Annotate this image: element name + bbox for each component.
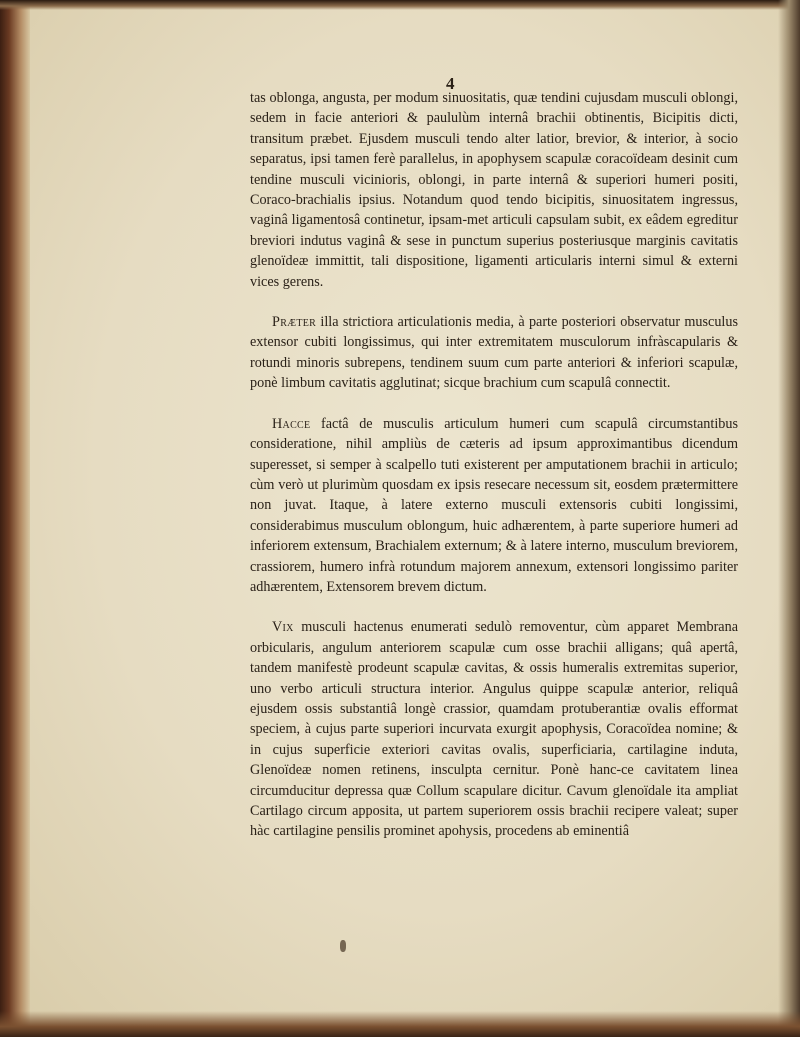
ink-blot: [340, 940, 346, 952]
paragraph-2-lead: Præter: [272, 314, 317, 331]
binding-edge: [0, 0, 30, 1037]
paragraph-4: [250, 617, 738, 841]
paragraph-2-text: illa strictiora articulationis media, à parte posteriori observatur musculus extensor cubiti longissimus, qui inter extremitatem musculorum infràscapularis & rotundi minoris subrepens, tendinem suum cum parte anteriori & inferiori scapulæ, ponè limbum cavitatis agglutinat; sicque brachium cum scapulâ connectit.: [250, 314, 738, 392]
bottom-scan-edge: [0, 1011, 800, 1037]
paragraph-4-lead: Vix: [272, 619, 294, 636]
paragraph-3: [250, 414, 738, 598]
paragraph-2: [250, 312, 738, 394]
paragraph-1: [250, 88, 738, 292]
paragraph-3-text: factâ de musculis articulum humeri cum scapulâ circumstantibus consideratione, nihil ampliùs de cæteris ad ipsum approximantibus dicendum superesset, si semper à scalpello tuti existerent per amputationem brachii in articulo; cùm verò ut plurimùm quosdam ex ipsis resecare necessum sit, eosdem prætermittere non juvat. Itaque, à latere externo musculi extensoris cubiti longissimi, considerabimus musculum oblongum, huic adhærentem, à parte superiore humeri ad inferiorem extensum, Brachialem externum; & à latere interno, musculum breviorem, crassiorem, humero infrà rotundum majorem annexum, extensori longissimo pariter adhærentem, Extensorem brevem dictum.: [250, 415, 738, 595]
right-scan-edge: [778, 0, 800, 1037]
page-number: 4: [446, 74, 455, 93]
body-text: [250, 88, 738, 862]
top-scan-edge: [0, 0, 800, 10]
paragraph-4-text: musculi hactenus enumerati sedulò removentur, cùm apparet Membrana orbicularis, angulum anteriorem scapulæ cum osse brachii alligans; quâ apertâ, tandem manifestè prodeunt scapulæ cavitas, & ossis humeralis extremitas superior, uno verbo articuli structura interior. Angulus quippe scapulæ anterior, reliquâ ejusdem ossis substantiâ longè crassior, quamdam protuberantiæ ovalis efformat speciem, à cujus parte superiori incurvata exurgit apophysis, Coracoïdea nomine; & in cujus superficie exteriori cavitas ovalis, superficiaria, cartilagine induta, Glenoïdeæ nomen retinens, insculpta cernitur. Ponè hanc-ce cavitatem linea circumducitur depressa quæ Collum scapulare dicitur. Cavum glenoïdale ita ampliat Cartilago circum apposita, ut partem superiorem ossis brachii recipere valeat; super hàc cartilagine pensilis prominet apohysis, procedens ab eminentiâ: [250, 619, 738, 840]
paragraph-3-lead: Hacce: [272, 415, 311, 432]
paragraph-1-text: tas oblonga, angusta, per modum sinuositatis, quæ tendini cujusdam musculi oblongi, sedem in facie anteriori & paululùm internâ brachii obtinentis, Bicipitis dicti, transitum præbet. Ejusdem musculi tendo alter latior, brevior, & interior, à socio separatus, ipsi tamen ferè parallelus, in apophysem scapulæ coracoïdeam desinit cum tendine musculi vicinioris, oblongi, in parte internâ & superiori humeri positi, Coraco-brachialis ipsius. Notandum quod tendo bicipitis, sinuositatem ingressus, vaginâ ligamentosâ continetur, ipsam-met articuli capsulam subit, ex eâdem egreditur breviori indutus vaginâ & sese in punctum superius posteriusque marginis cavitatis glenoïdeæ immittit, tali dispositione, ligamenti articularis interni simul & externi vices gerens.: [250, 90, 738, 290]
